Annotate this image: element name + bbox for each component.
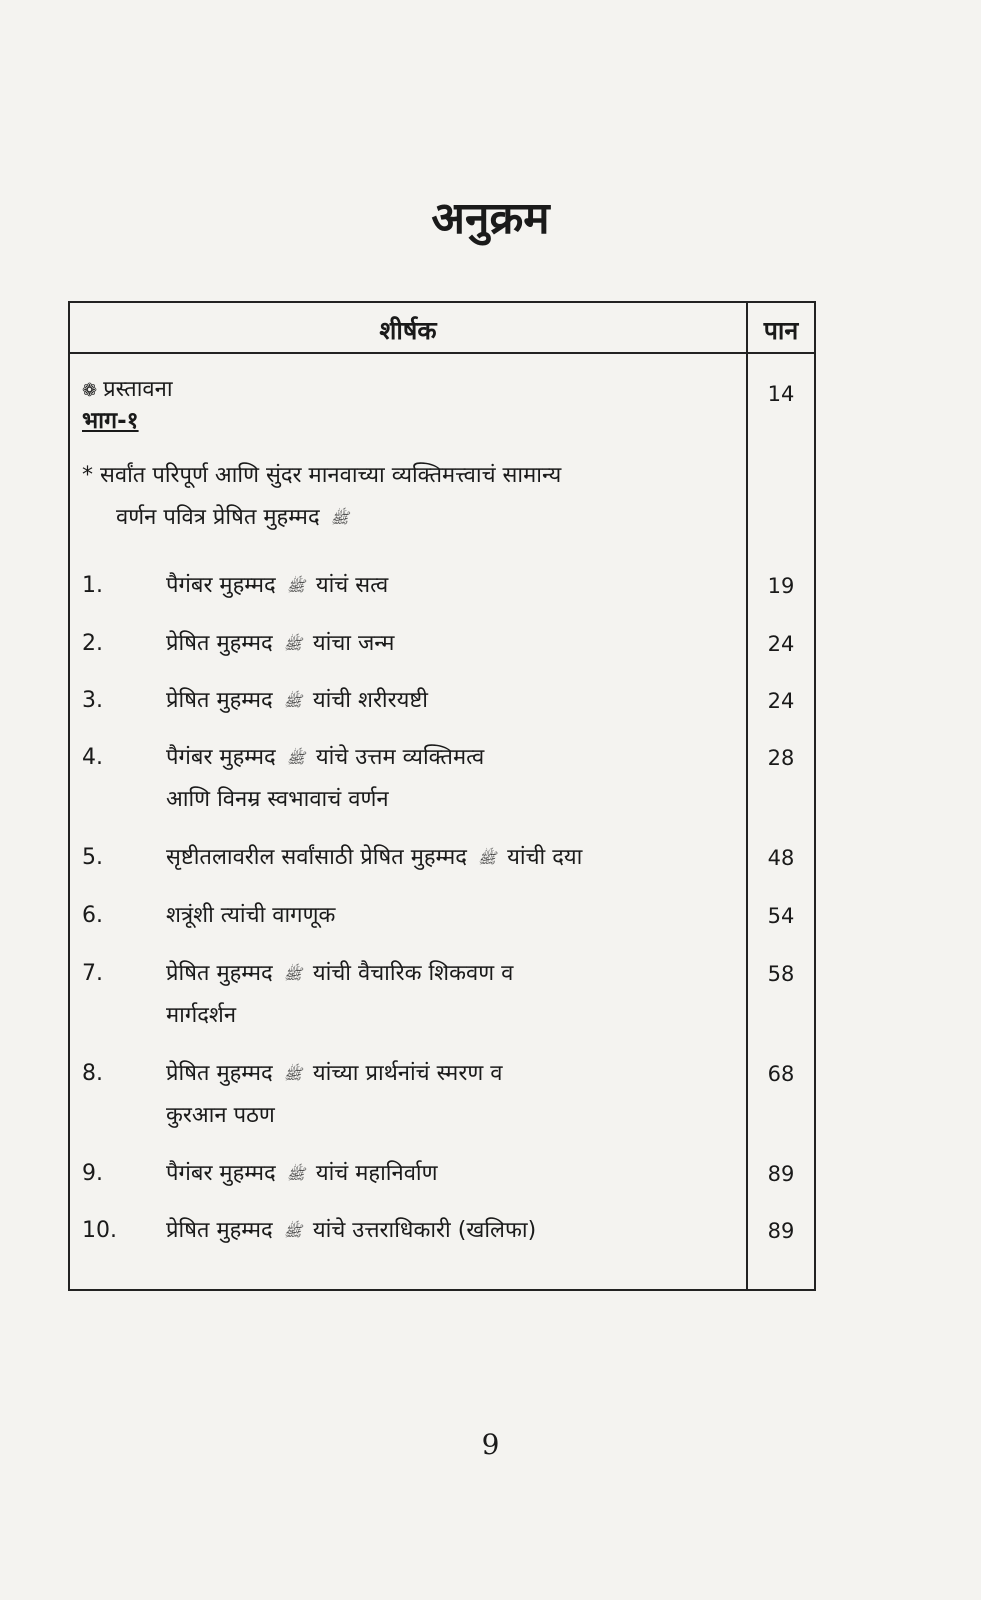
entry-title — [166, 623, 736, 665]
entry-title-part: पैगंबर मुहम्मद — [166, 573, 276, 598]
entry-number: 7. — [82, 961, 103, 986]
entry-page: 24 — [767, 632, 795, 656]
intro-label: प्रस्तावना — [103, 377, 173, 402]
header-title: शीर्षक — [379, 316, 437, 345]
entry-number: 8. — [82, 1061, 103, 1086]
entry-title — [166, 680, 736, 722]
entry-title-part: यांची वैचारिक शिकवण व — [312, 961, 514, 986]
pbuh-calligraphy-icon: ﷺ — [283, 1222, 302, 1240]
entry-title-continued: आणि विनम्र स्वभावाचं वर्णन — [166, 787, 389, 812]
entry-page: 19 — [767, 574, 795, 598]
page-number: 9 — [481, 1428, 500, 1461]
pbuh-calligraphy-icon: ﷺ — [283, 692, 302, 710]
entry-title-part: प्रेषित मुहम्मद — [166, 631, 273, 656]
entry-title-part: यांची शरीरयष्टी — [312, 688, 428, 713]
entry-title-continued: मार्गदर्शन — [166, 1003, 237, 1028]
entry-title-part: प्रेषित मुहम्मद — [166, 961, 273, 986]
entry-title — [166, 895, 736, 937]
pbuh-calligraphy-icon: ﷺ — [283, 1065, 302, 1083]
entry-title-part: शत्रूंशी त्यांची वागणूक — [166, 903, 336, 928]
entry-page: 28 — [767, 746, 795, 770]
entry-title — [166, 565, 736, 607]
entry-title-part: यांचा जन्म — [312, 631, 395, 656]
entry-title — [166, 1053, 736, 1137]
entry-number: 3. — [82, 688, 103, 713]
pbuh-calligraphy-icon: ﷺ — [286, 749, 305, 767]
column-divider — [746, 303, 748, 1289]
starred-line-2: वर्णन पवित्र प्रेषित मुहम्मद ﷺ — [82, 497, 732, 539]
entry-page: 24 — [767, 689, 795, 713]
entry-title-part: यांच्या प्रार्थनांचं स्मरण व — [312, 1061, 503, 1086]
entry-title-part: यांची दया — [507, 845, 583, 870]
intro-page: 14 — [767, 382, 795, 406]
contents-table — [68, 301, 816, 1291]
entry-title-part: यांचं महानिर्वाण — [315, 1161, 438, 1186]
entry-title-part: यांचे उत्तराधिकारी (खलिफा) — [312, 1218, 537, 1243]
entry-page: 58 — [767, 962, 795, 986]
page-title: अनुक्रम — [431, 193, 550, 244]
starred-entry — [82, 455, 732, 539]
entry-number: 4. — [82, 745, 103, 770]
pbuh-calligraphy-icon: ﷺ — [283, 965, 302, 983]
pbuh-calligraphy-icon: ﷺ — [330, 509, 349, 527]
entry-title-part: सृष्टीतलावरील सर्वांसाठी प्रेषित मुहम्मद — [166, 845, 467, 870]
entry-page: 68 — [767, 1062, 795, 1086]
entry-title-part: प्रेषित मुहम्मद — [166, 1061, 273, 1086]
pbuh-calligraphy-icon: ﷺ — [477, 849, 497, 867]
entry-title — [166, 1210, 736, 1252]
entry-number: 2. — [82, 631, 103, 656]
entry-number: 9. — [82, 1161, 103, 1186]
entry-page: 89 — [767, 1219, 795, 1243]
entry-title — [166, 837, 736, 879]
entry-title-part: प्रेषित मुहम्मद — [166, 688, 273, 713]
entry-number: 1. — [82, 573, 103, 598]
entry-title — [166, 1153, 736, 1195]
entry-page: 89 — [767, 1162, 795, 1186]
header-divider — [70, 352, 814, 354]
entry-page: 48 — [767, 846, 795, 870]
entry-page: 54 — [767, 904, 795, 928]
entry-number: 10. — [82, 1218, 117, 1243]
entry-title — [166, 737, 736, 821]
pbuh-calligraphy-icon: ﷺ — [286, 1165, 305, 1183]
section-heading: भाग-१ — [82, 408, 139, 434]
header-page: पान — [763, 316, 799, 345]
starred-line-1: * सर्वांत परिपूर्ण आणि सुंदर मानवाच्या व्यक्तिमत्त्वाचं सामान्य — [82, 463, 562, 488]
entry-title-part: प्रेषित मुहम्मद — [166, 1218, 273, 1243]
entry-title-part: पैगंबर मुहम्मद — [166, 1161, 276, 1186]
pbuh-calligraphy-icon: ﷺ — [286, 577, 305, 595]
entry-title-part: यांचे उत्तम व्यक्तिमत्व — [315, 745, 485, 770]
intro-entry — [82, 373, 173, 403]
entry-number: 6. — [82, 903, 103, 928]
entry-title — [166, 953, 736, 1037]
flower-ornament-icon: ❁ — [82, 380, 98, 401]
pbuh-calligraphy-icon: ﷺ — [283, 635, 302, 653]
entry-number: 5. — [82, 845, 103, 870]
entry-title-part: पैगंबर मुहम्मद — [166, 745, 276, 770]
entry-title-continued: कुरआन पठण — [166, 1103, 275, 1128]
entry-title-part: यांचं सत्व — [315, 573, 389, 598]
